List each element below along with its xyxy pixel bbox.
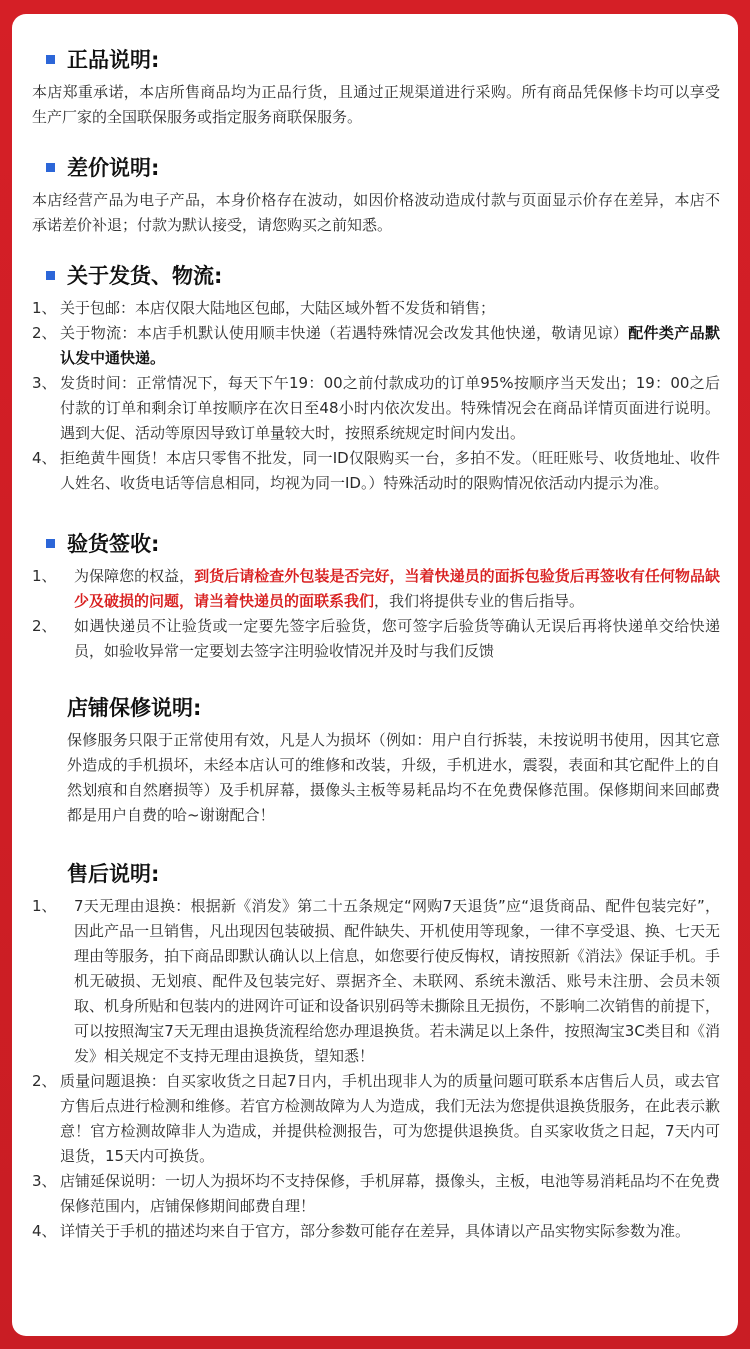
list-item bbox=[32, 296, 720, 321]
item-number: 1、 bbox=[32, 897, 57, 915]
item-number: 4、 bbox=[32, 1222, 57, 1240]
section-shipping bbox=[32, 260, 720, 496]
section-body: 保修服务只限于正常使用有效，凡是人为损坏（例如：用户自行拆装，未按说明书使用，因其它意外造成的手机损坏，未经本店认可的维修和改装，升级，手机进水，震裂，表面和其它配件上的自然划痕和自然磨损等）及手机屏幕，摄像头主板等易耗品均不在免费保修范围。保修期间来回邮费都是用户自费的哈~谢谢配合！ bbox=[67, 731, 720, 824]
section-price bbox=[32, 152, 720, 238]
section-heading bbox=[32, 528, 720, 558]
item-text: 拒绝黄牛囤货！本店只零售不批发，同一ID仅限购买一台，多拍不发。（旺旺账号、收货地址、收件人姓名、收货电话等信息相同，均视为同一ID。）特殊活动时的限购情况依活动内提示为准。 bbox=[60, 449, 720, 492]
square-bullet-icon bbox=[46, 539, 55, 548]
list-item bbox=[32, 321, 720, 371]
item-number: 1、 bbox=[32, 299, 57, 317]
item-number: 3、 bbox=[32, 374, 57, 392]
section-heading bbox=[32, 260, 720, 290]
heading-text: 差价说明: bbox=[67, 156, 160, 180]
item-text: 7天无理由退换：根据新《消发》第二十五条规定“网购7天退货”应“退货商品、配件包装完好”，因此产品一旦销售，凡出现因包装破损、配件缺失、开机使用等现象，一律不享受退、换、七天无理由等服务，拍下商品即默认确认以上信息，如您要行使反悔权，请按照新《消法》保证手机。手机无破损、无划痕、配件及包装完好、票据齐全、未联网、系统未激活、账号未注册、会员未领取、机身所贴和包装内的进网许可证和设备识别码等未撕除且无损伤，不影响二次销售的前提下，可以按照淘宝7天无理由退换货流程给您办理退换货。若未满足以上条件，按照淘宝3C类目和《消发》相关规定不支持无理由退换货，望知悉！ bbox=[74, 897, 720, 1065]
heading-text: 关于发货、物流: bbox=[67, 264, 223, 288]
section-heading bbox=[32, 858, 720, 888]
section-heading bbox=[32, 44, 720, 74]
list-item bbox=[32, 894, 720, 1069]
section-heading bbox=[32, 152, 720, 182]
list-item bbox=[32, 564, 720, 614]
section-body: 本店郑重承诺，本店所售商品均为正品行货，且通过正规渠道进行采购。所有商品凭保修卡均可以享受生产厂家的全国联保服务或指定服务商联保服务。 bbox=[32, 83, 720, 126]
item-bold-text: 配件类产品默认发中通快递。 bbox=[60, 324, 720, 367]
item-text-wrap bbox=[74, 564, 720, 614]
heading-text: 正品说明: bbox=[67, 48, 160, 72]
section-warranty bbox=[32, 692, 720, 828]
item-number: 2、 bbox=[32, 617, 57, 635]
item-text: 关于物流：本店手机默认使用顺丰快递（若遇特殊情况会改发其他快递，敬请见谅） bbox=[60, 324, 629, 342]
square-bullet-icon bbox=[46, 163, 55, 172]
section-inspection bbox=[32, 528, 720, 664]
item-number: 2、 bbox=[32, 1072, 57, 1090]
list-item bbox=[32, 1069, 720, 1169]
item-highlight-text: 到货后请检查外包装是否完好，当着快递员的面拆包验货后再签收有任何物品缺少及破损的问题，请当着快递员的面联系我们 bbox=[74, 567, 720, 610]
item-text-wrap bbox=[60, 321, 720, 371]
list-item bbox=[32, 1169, 720, 1219]
item-number: 3、 bbox=[32, 1172, 57, 1190]
heading-text: 售后说明: bbox=[67, 862, 160, 886]
item-text: 质量问题退换：自买家收货之日起7日内，手机出现非人为的质量问题可联系本店售后人员，或去官方售后点进行检测和维修。若官方检测故障为人为造成，我们无法为您提供退换货服务，在此表示歉意！官方检测故障非人为造成，并提供检测报告，可为您提供退换货。自买家收货之日起，7天内可退货，15天内可换货。 bbox=[60, 1072, 721, 1165]
item-text: 发货时间：正常情况下，每天下午19：00之前付款成功的订单95%按顺序当天发出；19：00之后付款的订单和剩余订单按顺序在次日至48小时内依次发出。特殊情况会在商品详情页面进行说明。遇到大促、活动等原因导致订单量较大时，按照系统规定时间内发出。 bbox=[60, 374, 720, 442]
list-item bbox=[32, 371, 720, 446]
list-item bbox=[32, 446, 720, 496]
item-number: 4、 bbox=[32, 449, 57, 467]
section-body: 本店经营产品为电子产品，本身价格存在波动，如因价格波动造成付款与页面显示价存在差异，本店不承诺差价补退；付款为默认接受，请您购买之前知悉。 bbox=[32, 191, 720, 234]
heading-text: 验货签收: bbox=[67, 532, 160, 556]
item-text: 如遇快递员不让验货或一定要先签字后验货，您可签字后验货等确认无误后再将快递单交给快递员，如验收异常一定要划去签字注明验收情况并及时与我们反馈 bbox=[74, 617, 720, 660]
square-bullet-icon bbox=[46, 55, 55, 64]
item-text: ，我们将提供专业的售后指导。 bbox=[374, 592, 585, 610]
info-card bbox=[12, 14, 738, 1336]
heading-text: 店铺保修说明: bbox=[67, 696, 202, 720]
item-text: 详情关于手机的描述均来自于官方，部分参数可能存在差异，具体请以产品实物实际参数为准。 bbox=[60, 1222, 691, 1240]
item-text: 店铺延保说明：一切人为损坏均不支持保修，手机屏幕，摄像头，主板，电池等易消耗品均不在免费保修范围内，店铺保修期间邮费自理！ bbox=[60, 1172, 721, 1215]
section-heading bbox=[32, 692, 720, 722]
item-number: 1、 bbox=[32, 567, 57, 585]
square-bullet-icon bbox=[46, 271, 55, 280]
section-genuine bbox=[32, 44, 720, 130]
list-item bbox=[32, 1219, 720, 1244]
section-aftersale bbox=[32, 858, 720, 1244]
item-text: 为保障您的权益， bbox=[74, 567, 195, 585]
item-number: 2、 bbox=[32, 324, 57, 342]
list-item bbox=[32, 614, 720, 664]
item-text: 关于包邮：本店仅限大陆地区包邮，大陆区域外暂不发货和销售； bbox=[60, 299, 496, 317]
